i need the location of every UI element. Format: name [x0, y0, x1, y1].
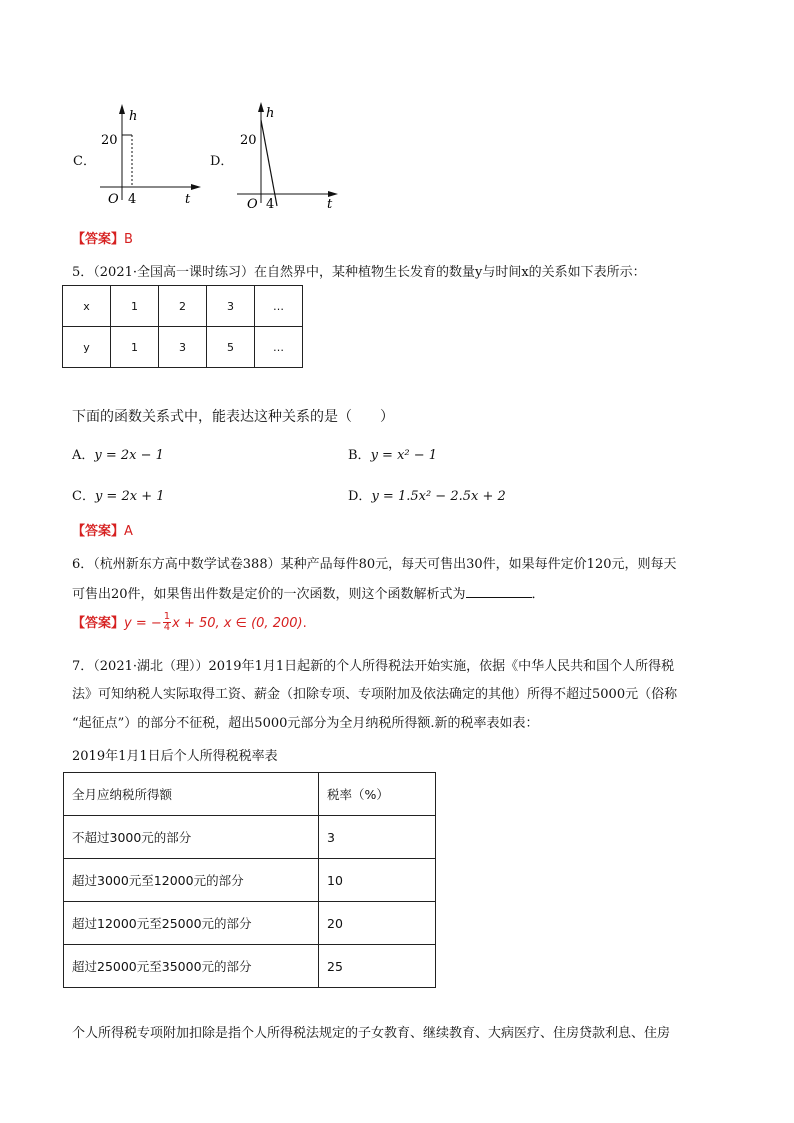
tax-rate-table	[63, 772, 436, 988]
table-cell: 1	[111, 286, 159, 327]
q5-answer	[72, 520, 133, 539]
graph-c-y-arrow	[119, 104, 125, 114]
option-formula: y = 2x + 1	[94, 489, 165, 504]
graph-c-20-label: 20	[101, 133, 118, 148]
q5-answer-tag: 【答案】	[72, 524, 125, 539]
graph-d	[232, 98, 347, 213]
q5-option-b[interactable]	[348, 444, 437, 463]
fraction-numerator: 1	[163, 611, 171, 622]
q7-line3: “起征点”）的部分不征税，超出5000元部分为全月纳税所得额.新的税率表如表：	[72, 716, 539, 731]
graph-d-y-arrow	[258, 102, 264, 112]
q4-answer-tag: 【答案】	[72, 232, 125, 247]
table-cell: 税率（%）	[319, 773, 436, 816]
table-cell: …	[255, 327, 303, 368]
option-c-label: C．	[73, 154, 96, 169]
q7-line1: 7．（2021·湖北（理））2019年1月1日起新的个人所得税法开始实施，依据《中华人民共和国个人所得税	[72, 659, 675, 674]
table-cell: 2	[159, 286, 207, 327]
table-cell: 25	[319, 945, 436, 988]
option-label: A．	[72, 448, 95, 463]
graph-c-origin-label: O	[108, 192, 119, 207]
graph-c-h-label: h	[129, 109, 138, 124]
table-row	[63, 286, 303, 327]
q7-line4: 个人所得税专项附加扣除是指个人所得税法规定的子女教育、继续教育、大病医疗、住房贷款利息、住房	[72, 1026, 671, 1041]
q6-answer	[72, 612, 307, 633]
q6-answer-lhs: y = −	[124, 616, 162, 631]
table-row	[64, 859, 436, 902]
graph-d-4-label: 4	[266, 197, 275, 212]
table-cell: x	[63, 286, 111, 327]
table-row	[64, 902, 436, 945]
table-cell: 超过12000元至25000元的部分	[64, 902, 319, 945]
graph-d-h-label: h	[266, 106, 275, 121]
table-row	[64, 816, 436, 859]
table-cell: 不超过3000元的部分	[64, 816, 319, 859]
q5-option-a[interactable]	[72, 444, 164, 463]
fraction-denominator: 4	[163, 622, 171, 633]
q5-prompt: 下面的函数关系式中，能表达这种关系的是（ ）	[72, 409, 394, 425]
graph-c-4-label: 4	[128, 192, 137, 207]
q5-table	[62, 285, 303, 368]
graph-c	[95, 100, 205, 210]
table-cell: 3	[319, 816, 436, 859]
table-cell: …	[255, 286, 303, 327]
answer-blank	[466, 585, 532, 598]
q6-answer-fraction	[163, 612, 171, 633]
table-cell: y	[63, 327, 111, 368]
q5-option-c[interactable]	[72, 485, 165, 504]
graph-c-t-label: t	[185, 192, 191, 207]
q6-line2	[72, 583, 545, 602]
option-d-label: D．	[210, 154, 234, 169]
graph-c-x-arrow	[191, 184, 201, 190]
table-cell: 1	[111, 327, 159, 368]
q5-option-d[interactable]	[348, 485, 506, 504]
q6-answer-rhs: x + 50, x ∈ (0, 200)	[172, 616, 303, 631]
table-cell: 超过3000元至12000元的部分	[64, 859, 319, 902]
option-formula: y = 2x − 1	[94, 448, 164, 463]
q4-answer-value: B	[124, 232, 133, 247]
table-cell: 5	[207, 327, 255, 368]
table-cell: 3	[207, 286, 255, 327]
table-cell: 超过25000元至35000元的部分	[64, 945, 319, 988]
table-row	[64, 945, 436, 988]
option-formula: y = 1.5x² − 2.5x + 2	[371, 489, 506, 504]
graph-d-line	[261, 120, 277, 206]
table-cell: 3	[159, 327, 207, 368]
option-formula: y = x² − 1	[370, 448, 438, 463]
q7-table-title: 2019年1月1日后个人所得税税率表	[72, 749, 278, 764]
table-cell: 全月应纳税所得额	[64, 773, 319, 816]
q7-line2: 法》可知纳税人实际取得工资、薪金（扣除专项、专项附加及依法确定的其他）所得不超过5000元（俗称	[72, 687, 678, 702]
table-cell: 10	[319, 859, 436, 902]
graph-d-20-label: 20	[240, 133, 257, 148]
graph-d-t-label: t	[327, 197, 333, 212]
option-label: D．	[348, 489, 372, 504]
q6-answer-tag: 【答案】	[72, 616, 125, 631]
q6-answer-end: .	[302, 616, 307, 631]
q6-line2-text: 可售出20件，如果售出件数是定价的一次函数，则这个函数解析式为	[72, 587, 466, 602]
q6-line1: 6．（杭州新东方高中数学试卷388）某种产品每件80元，每天可售出30件，如果每件定价120元，则每天	[72, 557, 677, 572]
q5-stem: 5．（2021·全国高一课时练习）在自然界中，某种植物生长发育的数量y与时间x的关系如下表所示：	[72, 265, 646, 280]
table-row	[64, 773, 436, 816]
graph-d-origin-label: O	[247, 197, 258, 212]
q5-answer-value: A	[124, 524, 133, 539]
option-label: B．	[348, 448, 371, 463]
table-row	[63, 327, 303, 368]
table-cell: 20	[319, 902, 436, 945]
q6-line2-end: ．	[531, 587, 545, 602]
option-label: C．	[72, 489, 95, 504]
q4-answer	[72, 228, 133, 247]
